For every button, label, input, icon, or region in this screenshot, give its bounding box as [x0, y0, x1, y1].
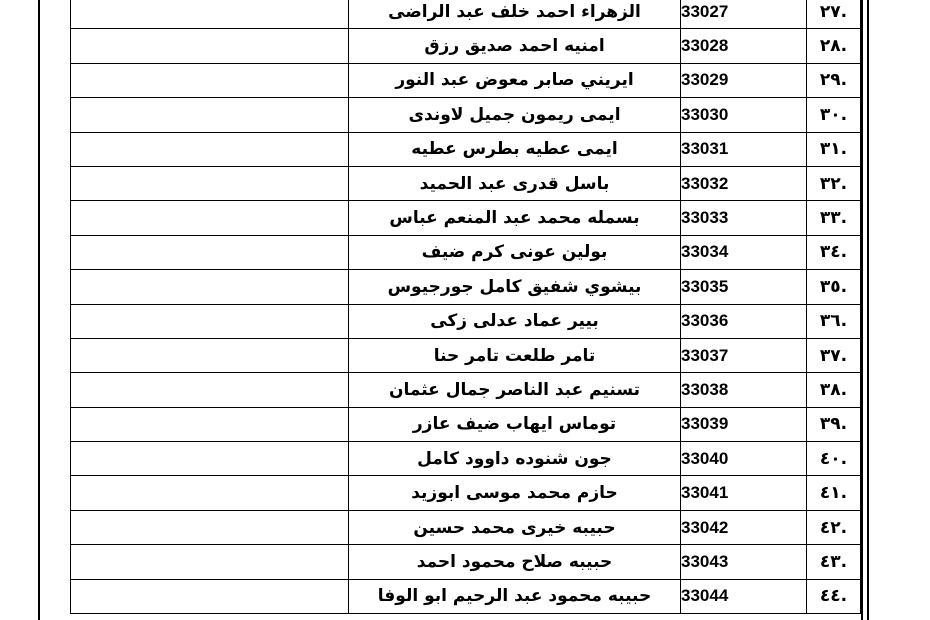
student-name: ايمى عطيه بطرس عطيه — [349, 132, 681, 166]
student-code: 33044 — [681, 579, 807, 613]
table-row — [71, 29, 861, 63]
empty-cell — [71, 304, 349, 338]
row-number: .٣٠ — [807, 98, 861, 132]
row-number: .٣١ — [807, 132, 861, 166]
student-name: بولين عونى كرم ضيف — [349, 235, 681, 269]
empty-cell — [71, 476, 349, 510]
row-number: .٤١ — [807, 476, 861, 510]
row-number: .٣٦ — [807, 304, 861, 338]
row-number: .٢٨ — [807, 29, 861, 63]
student-name: حبيبه خيرى محمد حسين — [349, 510, 681, 544]
empty-cell — [71, 510, 349, 544]
roster-body — [71, 0, 861, 614]
student-roster-table — [70, 0, 861, 614]
table-row — [71, 545, 861, 579]
row-number: .٤٢ — [807, 510, 861, 544]
empty-cell — [71, 270, 349, 304]
empty-cell — [71, 338, 349, 372]
row-number: .٤٠ — [807, 442, 861, 476]
row-number: .٢٧ — [807, 0, 861, 29]
student-name: بيير عماد عدلى زكى — [349, 304, 681, 338]
row-number: .٣٣ — [807, 201, 861, 235]
student-name: ايريني صابر معوض عبد النور — [349, 63, 681, 97]
student-code: 33029 — [681, 63, 807, 97]
student-name: تسنيم عبد الناصر جمال عثمان — [349, 373, 681, 407]
student-code: 33034 — [681, 235, 807, 269]
student-name: بيشوي شفيق كامل جورجيوس — [349, 270, 681, 304]
document-page — [38, 0, 869, 620]
row-number: .٣٢ — [807, 166, 861, 200]
student-name: تامر طلعت تامر حنا — [349, 338, 681, 372]
row-number: .٣٧ — [807, 338, 861, 372]
empty-cell — [71, 0, 349, 29]
student-code: 33035 — [681, 270, 807, 304]
student-code: 33033 — [681, 201, 807, 235]
student-name: باسل قدرى عبد الحميد — [349, 166, 681, 200]
student-code: 33042 — [681, 510, 807, 544]
student-code: 33043 — [681, 545, 807, 579]
empty-cell — [71, 407, 349, 441]
student-code: 33031 — [681, 132, 807, 166]
row-number: .٣٨ — [807, 373, 861, 407]
empty-cell — [71, 29, 349, 63]
table-row — [71, 338, 861, 372]
empty-cell — [71, 442, 349, 476]
table-row — [71, 373, 861, 407]
table-row — [71, 235, 861, 269]
student-code: 33036 — [681, 304, 807, 338]
empty-cell — [71, 545, 349, 579]
row-number: .٣٥ — [807, 270, 861, 304]
empty-cell — [71, 63, 349, 97]
row-number: .٢٩ — [807, 63, 861, 97]
student-name: حبيبه صلاح محمود احمد — [349, 545, 681, 579]
empty-cell — [71, 201, 349, 235]
student-code: 33038 — [681, 373, 807, 407]
table-row — [71, 304, 861, 338]
empty-cell — [71, 166, 349, 200]
table-row — [71, 166, 861, 200]
student-code: 33041 — [681, 476, 807, 510]
student-name: بسمله محمد عبد المنعم عباس — [349, 201, 681, 235]
table-row — [71, 579, 861, 613]
table-row — [71, 98, 861, 132]
row-number: .٣٩ — [807, 407, 861, 441]
student-code: 33039 — [681, 407, 807, 441]
table-row — [71, 476, 861, 510]
student-name: حازم محمد موسى ابوزيد — [349, 476, 681, 510]
table-row — [71, 201, 861, 235]
student-code: 33028 — [681, 29, 807, 63]
student-code: 33037 — [681, 338, 807, 372]
student-code: 33032 — [681, 166, 807, 200]
table-row — [71, 510, 861, 544]
empty-cell — [71, 132, 349, 166]
student-code: 33027 — [681, 0, 807, 29]
student-name: جون شنوده داوود كامل — [349, 442, 681, 476]
table-row — [71, 270, 861, 304]
row-number: .٤٣ — [807, 545, 861, 579]
student-code: 33030 — [681, 98, 807, 132]
empty-cell — [71, 373, 349, 407]
table-row — [71, 442, 861, 476]
student-name: امنيه احمد صديق رزق — [349, 29, 681, 63]
student-name: ايمى ريمون جميل لاوندى — [349, 98, 681, 132]
table-row — [71, 0, 861, 29]
row-number: .٣٤ — [807, 235, 861, 269]
row-number: .٤٤ — [807, 579, 861, 613]
page-border-line — [861, 0, 863, 620]
table-row — [71, 407, 861, 441]
table-row — [71, 132, 861, 166]
empty-cell — [71, 235, 349, 269]
student-name: الزهراء احمد خلف عبد الراضى — [349, 0, 681, 29]
empty-cell — [71, 98, 349, 132]
student-name: حبيبه محمود عبد الرحيم ابو الوفا — [349, 579, 681, 613]
student-name: توماس ايهاب ضيف عازر — [349, 407, 681, 441]
student-code: 33040 — [681, 442, 807, 476]
empty-cell — [71, 579, 349, 613]
table-row — [71, 63, 861, 97]
